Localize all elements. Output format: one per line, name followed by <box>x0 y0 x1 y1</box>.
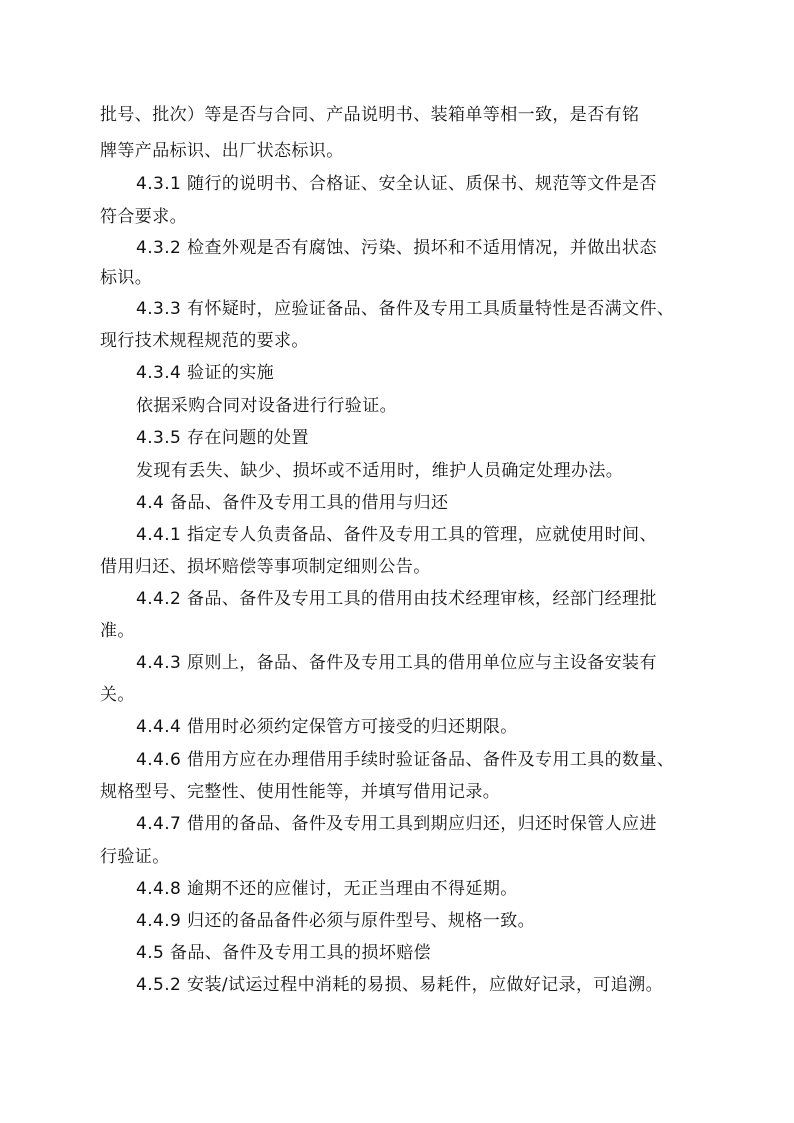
section-4-3-4: 4.3.4 验证的实施 <box>136 363 275 383</box>
section-4-4-2: 4.4.2 备品、备件及专用工具的借用由技术经理审核，经部门经理批 <box>136 589 657 609</box>
text-line: 规格型号、完整性、使用性能等，并填写借用记录。 <box>100 782 501 802</box>
section-4-4-8: 4.4.8 逾期不还的应催讨，无正当理由不得延期。 <box>136 879 518 899</box>
section-4-5: 4.5 备品、备件及专用工具的损坏赔偿 <box>136 943 432 963</box>
section-4-4-4: 4.4.4 借用时必须约定保管方可接受的归还期限。 <box>136 717 518 737</box>
text-line: 行验证。 <box>100 847 170 867</box>
text-line: 符合要求。 <box>100 207 187 227</box>
section-4-4-1: 4.4.1 指定专人负责备品、备件及专用工具的管理，应就使用时间、 <box>136 525 657 545</box>
section-4-3-3: 4.3.3 有怀疑时，应验证备品、备件及专用工具质量特性是否满文件、 <box>136 299 675 319</box>
text-line: 牌等产品标识、出厂状态标识。 <box>100 141 344 161</box>
section-4-3-2: 4.3.2 检查外观是否有腐蚀、污染、损坏和不适用情况，并做出状态 <box>136 238 657 258</box>
text-line: 依据采购合同对设备进行行验证。 <box>136 396 397 416</box>
section-4-3-5: 4.3.5 存在问题的处置 <box>136 428 309 448</box>
section-4-4-9: 4.4.9 归还的备品备件必须与原件型号、规格一致。 <box>136 911 536 931</box>
section-4-5-2: 4.5.2 安装/试运过程中消耗的易损、易耗件，应做好记录，可追溯。 <box>136 975 663 995</box>
text-line: 批号、批次）等是否与合同、产品说明书、装箱单等相一致，是否有铭 <box>100 105 640 125</box>
section-4-4-6: 4.4.6 借用方应在办理借用手续时验证备品、备件及专用工具的数量、 <box>136 750 675 770</box>
text-line: 准。 <box>100 621 135 641</box>
section-4-4: 4.4 备品、备件及专用工具的借用与归还 <box>136 493 449 513</box>
section-4-4-3: 4.4.3 原则上，备品、备件及专用工具的借用单位应与主设备安装有 <box>136 653 657 673</box>
text-line: 标识。 <box>100 268 153 288</box>
text-line: 发现有丢失、缺少、损坏或不适用时，维护人员确定处理办法。 <box>136 461 624 481</box>
text-line: 现行技术规程规范的要求。 <box>100 331 309 351</box>
text-line: 关。 <box>100 685 135 705</box>
section-4-3-1: 4.3.1 随行的说明书、合格证、安全认证、质保书、规范等文件是否 <box>136 174 657 194</box>
section-4-4-7: 4.4.7 借用的备品、备件及专用工具到期应归还，归还时保管人应进 <box>136 814 657 834</box>
text-line: 借用归还、损坏赔偿等事项制定细则公告。 <box>100 557 431 577</box>
